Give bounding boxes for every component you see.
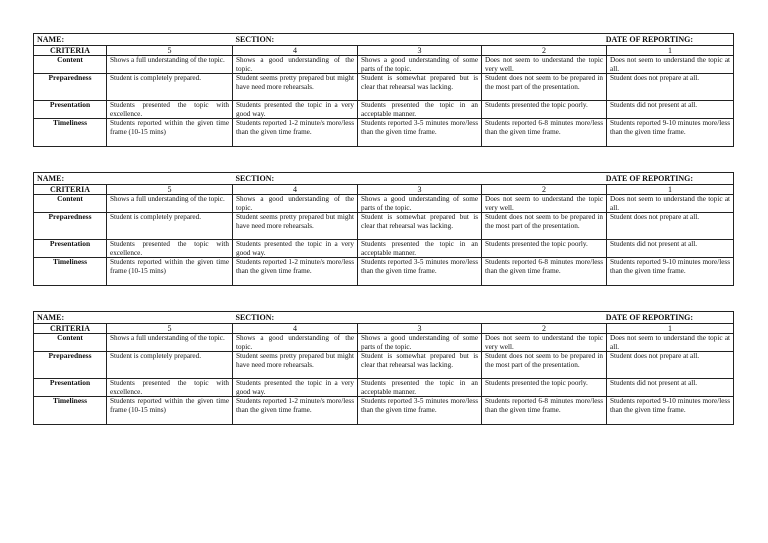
timeliness-score-3: Students reported 3-5 minutes more/less than the given time frame. [358, 258, 482, 286]
row-label-content: Content [34, 195, 107, 213]
timeliness-score-1: Students reported 9-10 minutes more/less than the given time frame. [607, 397, 734, 425]
timeliness-score-3: Students reported 3-5 minutes more/less than the given time frame. [358, 397, 482, 425]
row-label-presentation: Presentation [34, 240, 107, 258]
content-score-4: Shows a good understanding of the topic. [233, 334, 358, 352]
criteria-label: CRITERIA [34, 46, 107, 56]
score-3-header: 3 [358, 46, 482, 56]
content-score-1: Does not seem to understand the topic at all. [607, 195, 734, 213]
rubric-header-row [34, 312, 734, 324]
content-score-2: Does not seem to understand the topic very well. [482, 56, 607, 74]
name-label: NAME: [34, 173, 233, 185]
content-score-3: Shows a good understanding of some parts of the topic. [358, 334, 482, 352]
row-label-preparedness: Preparedness [34, 213, 107, 240]
rubric-header-row [34, 34, 734, 46]
content-row [34, 334, 734, 352]
content-score-3: Shows a good understanding of some parts of the topic. [358, 195, 482, 213]
score-5-header: 5 [107, 46, 233, 56]
score-4-header: 4 [233, 185, 358, 195]
score-4-header: 4 [233, 324, 358, 334]
presentation-score-2: Students presented the topic poorly. [482, 101, 607, 119]
score-2-header: 2 [482, 46, 607, 56]
content-score-2: Does not seem to understand the topic very well. [482, 334, 607, 352]
date-of-reporting-label: DATE OF REPORTING: [482, 312, 734, 324]
preparedness-score-1: Student does not prepare at all. [607, 74, 734, 101]
presentation-score-4: Students presented the topic in a very good way. [233, 379, 358, 397]
preparedness-row [34, 213, 734, 240]
presentation-score-2: Students presented the topic poorly. [482, 240, 607, 258]
row-label-content: Content [34, 334, 107, 352]
preparedness-score-5: Student is completely prepared. [107, 213, 233, 240]
timeliness-score-4: Students reported 1-2 minute/s more/less than the given time frame. [233, 119, 358, 147]
content-score-5: Shows a full understanding of the topic. [107, 334, 233, 352]
timeliness-score-1: Students reported 9-10 minutes more/less than the given time frame. [607, 258, 734, 286]
content-row [34, 195, 734, 213]
timeliness-score-4: Students reported 1-2 minute/s more/less than the given time frame. [233, 397, 358, 425]
preparedness-score-3: Student is somewhat prepared but is clear that rehearsal was lacking. [358, 352, 482, 379]
preparedness-score-2: Student does not seem to be prepared in the most part of the presentation. [482, 352, 607, 379]
timeliness-score-4: Students reported 1-2 minute/s more/less than the given time frame. [233, 258, 358, 286]
presentation-score-3: Students presented the topic in an acceptable manner. [358, 101, 482, 119]
section-label: SECTION: [233, 312, 482, 324]
content-score-1: Does not seem to understand the topic at all. [607, 334, 734, 352]
preparedness-score-2: Student does not seem to be prepared in the most part of the presentation. [482, 213, 607, 240]
preparedness-score-4: Student seems pretty prepared but might have need more rehearsals. [233, 213, 358, 240]
timeliness-row [34, 119, 734, 147]
content-score-4: Shows a good understanding of the topic. [233, 56, 358, 74]
row-label-timeliness: Timeliness [34, 119, 107, 147]
preparedness-score-4: Student seems pretty prepared but might have need more rehearsals. [233, 352, 358, 379]
preparedness-score-2: Student does not seem to be prepared in the most part of the presentation. [482, 74, 607, 101]
row-label-timeliness: Timeliness [34, 258, 107, 286]
score-4-header: 4 [233, 46, 358, 56]
section-label: SECTION: [233, 34, 482, 46]
timeliness-score-2: Students reported 6-8 minutes more/less than the given time frame. [482, 397, 607, 425]
score-3-header: 3 [358, 324, 482, 334]
score-2-header: 2 [482, 185, 607, 195]
presentation-score-3: Students presented the topic in an acceptable manner. [358, 379, 482, 397]
content-score-5: Shows a full understanding of the topic. [107, 56, 233, 74]
criteria-header-row [34, 185, 734, 195]
score-1-header: 1 [607, 324, 734, 334]
row-label-preparedness: Preparedness [34, 74, 107, 101]
preparedness-score-5: Student is completely prepared. [107, 352, 233, 379]
preparedness-score-1: Student does not prepare at all. [607, 213, 734, 240]
criteria-header-row [34, 324, 734, 334]
section-label: SECTION: [233, 173, 482, 185]
name-label: NAME: [34, 34, 233, 46]
name-label: NAME: [34, 312, 233, 324]
timeliness-score-5: Students reported within the given time frame (10-15 mins) [107, 258, 233, 286]
presentation-row [34, 379, 734, 397]
preparedness-row [34, 352, 734, 379]
row-label-timeliness: Timeliness [34, 397, 107, 425]
content-score-2: Does not seem to understand the topic very well. [482, 195, 607, 213]
date-of-reporting-label: DATE OF REPORTING: [482, 34, 734, 46]
rubric-header-row [34, 173, 734, 185]
date-of-reporting-label: DATE OF REPORTING: [482, 173, 734, 185]
rubric-table-3 [33, 311, 734, 425]
timeliness-score-2: Students reported 6-8 minutes more/less than the given time frame. [482, 119, 607, 147]
score-2-header: 2 [482, 324, 607, 334]
row-label-content: Content [34, 56, 107, 74]
timeliness-score-1: Students reported 9-10 minutes more/less than the given time frame. [607, 119, 734, 147]
presentation-score-4: Students presented the topic in a very good way. [233, 101, 358, 119]
presentation-score-2: Students presented the topic poorly. [482, 379, 607, 397]
rubric-table-2 [33, 172, 734, 286]
preparedness-score-4: Student seems pretty prepared but might have need more rehearsals. [233, 74, 358, 101]
content-score-4: Shows a good understanding of the topic. [233, 195, 358, 213]
timeliness-score-5: Students reported within the given time frame (10-15 mins) [107, 397, 233, 425]
preparedness-score-3: Student is somewhat prepared but is clear that rehearsal was lacking. [358, 213, 482, 240]
timeliness-row [34, 397, 734, 425]
timeliness-score-2: Students reported 6-8 minutes more/less than the given time frame. [482, 258, 607, 286]
score-1-header: 1 [607, 185, 734, 195]
content-score-1: Does not seem to understand the topic at all. [607, 56, 734, 74]
score-5-header: 5 [107, 185, 233, 195]
score-3-header: 3 [358, 185, 482, 195]
row-label-presentation: Presentation [34, 101, 107, 119]
criteria-label: CRITERIA [34, 324, 107, 334]
presentation-score-4: Students presented the topic in a very good way. [233, 240, 358, 258]
presentation-row [34, 240, 734, 258]
timeliness-row [34, 258, 734, 286]
presentation-score-1: Students did not present at all. [607, 101, 734, 119]
criteria-label: CRITERIA [34, 185, 107, 195]
presentation-score-5: Students presented the topic with excellence. [107, 379, 233, 397]
rubric-table-1 [33, 33, 734, 147]
presentation-score-5: Students presented the topic with excellence. [107, 101, 233, 119]
presentation-score-3: Students presented the topic in an acceptable manner. [358, 240, 482, 258]
preparedness-row [34, 74, 734, 101]
presentation-score-1: Students did not present at all. [607, 379, 734, 397]
row-label-preparedness: Preparedness [34, 352, 107, 379]
criteria-header-row [34, 46, 734, 56]
presentation-score-5: Students presented the topic with excellence. [107, 240, 233, 258]
content-row [34, 56, 734, 74]
timeliness-score-5: Students reported within the given time frame (10-15 mins) [107, 119, 233, 147]
timeliness-score-3: Students reported 3-5 minutes more/less than the given time frame. [358, 119, 482, 147]
presentation-score-1: Students did not present at all. [607, 240, 734, 258]
preparedness-score-5: Student is completely prepared. [107, 74, 233, 101]
preparedness-score-1: Student does not prepare at all. [607, 352, 734, 379]
score-5-header: 5 [107, 324, 233, 334]
row-label-presentation: Presentation [34, 379, 107, 397]
content-score-3: Shows a good understanding of some parts of the topic. [358, 56, 482, 74]
preparedness-score-3: Student is somewhat prepared but is clear that rehearsal was lacking. [358, 74, 482, 101]
presentation-row [34, 101, 734, 119]
score-1-header: 1 [607, 46, 734, 56]
content-score-5: Shows a full understanding of the topic. [107, 195, 233, 213]
